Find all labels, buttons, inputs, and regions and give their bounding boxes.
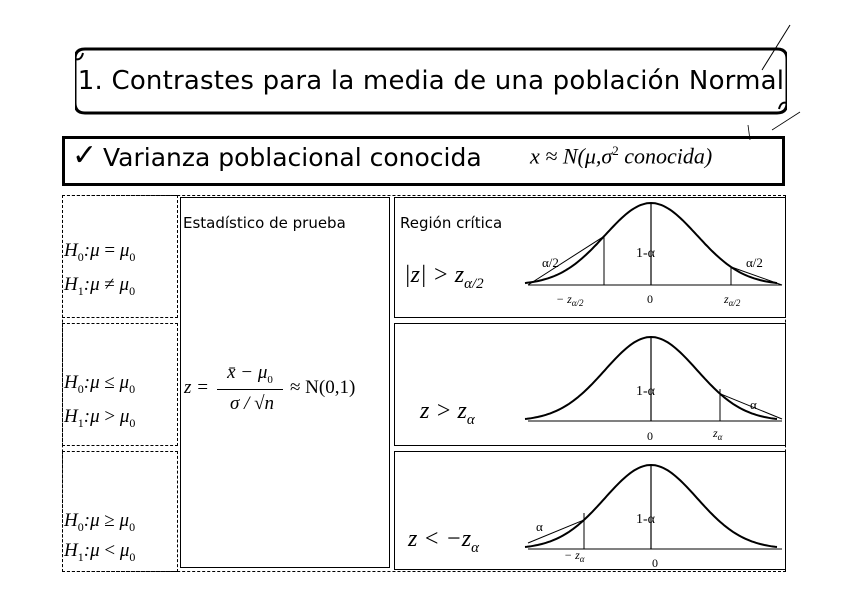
normal-curve-right-tailed xyxy=(520,323,786,446)
statistic-header: Estadístico de prueba xyxy=(183,214,346,232)
subtitle-text: Varianza poblacional conocida xyxy=(103,143,482,172)
tick-right-2: $z_\alpha$ xyxy=(713,426,723,442)
right-area-label-1: α/2 xyxy=(746,255,763,270)
region-label-3: $z < -z_\alpha$ xyxy=(408,526,479,556)
tick-right-1: $z_{\alpha/2}$ xyxy=(724,292,741,308)
center-area-label-2: 1-α xyxy=(636,384,655,399)
fraction-bar xyxy=(217,389,283,390)
h0-row-1: $H_0:\mu = \mu_0$ xyxy=(64,240,136,264)
h1-row-3: $H_1:\mu < \mu_0$ xyxy=(64,540,136,564)
statistic-lhs: z = xyxy=(184,377,209,398)
region-label-2: $z > z_\alpha$ xyxy=(420,398,475,428)
h0-row-2: $H_0:\mu \le \mu_0$ xyxy=(64,372,136,396)
tick-zero-1: 0 xyxy=(647,292,653,306)
distribution-formula: $x \approx N(\mu,\sigma^2$ conocida) xyxy=(530,143,713,169)
h1-row-1: $H_1:\mu \ne \mu_0$ xyxy=(64,274,136,298)
statistic-denominator: σ / √n xyxy=(229,393,275,414)
page-title: 1. Contrastes para la media de una población Normal xyxy=(77,66,785,96)
left-area-label-1: α/2 xyxy=(542,255,559,270)
right-area-label-2: α xyxy=(750,397,757,412)
normal-curve-two-tailed xyxy=(520,197,786,318)
h1-row-2: $H_1:\mu > \mu_0$ xyxy=(64,406,136,430)
region-label-1: $|z| > z_{\alpha/2}$ xyxy=(404,262,484,292)
tick-zero-3: 0 xyxy=(652,556,658,570)
left-area-label-3: α xyxy=(536,519,543,534)
region-header: Región crítica xyxy=(400,214,503,232)
tick-left-1: − $z_{\alpha/2}$ xyxy=(556,292,584,308)
center-area-label-1: 1-α xyxy=(636,246,655,261)
test-statistic-formula xyxy=(184,362,388,422)
statistic-numerator: x̄ − $\mu_0$ xyxy=(227,362,273,386)
h0-row-3: $H_0:\mu \ge \mu_0$ xyxy=(64,510,136,534)
normal-curve-left-tailed xyxy=(520,451,786,570)
checkmark-icon: ✓ xyxy=(72,138,98,173)
title-banner xyxy=(75,47,787,115)
center-area-label-3: 1-α xyxy=(636,512,655,527)
statistic-rhs: ≈ N(0,1) xyxy=(290,377,356,398)
tick-left-3: − $z_\alpha$ xyxy=(564,548,585,564)
tick-zero-2: 0 xyxy=(647,429,653,443)
